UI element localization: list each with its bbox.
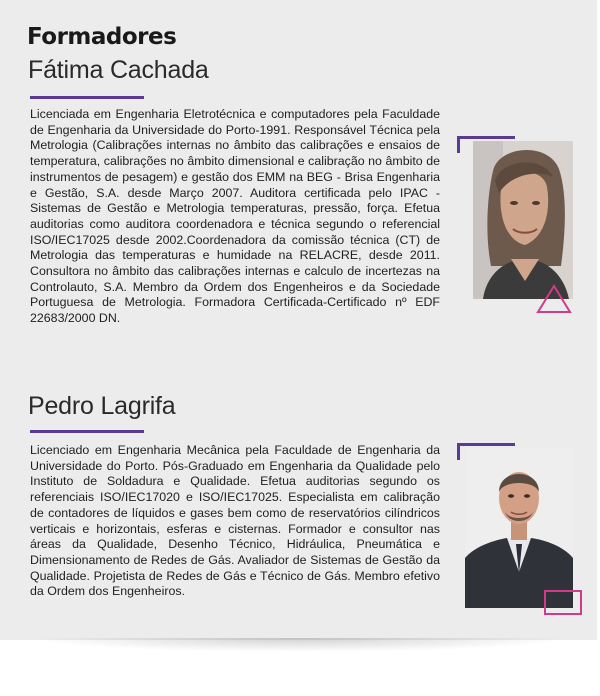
trainer-photo-fatima	[473, 141, 573, 299]
section-divider	[30, 430, 144, 433]
trainer-bio-pedro: Licenciado em Engenharia Mecânica pela Faculdade de Engenharia da Universidade do Porto. Pós-Graduado em Engenharia da Qualidade pelo Instituto de Soldadura e Qualidade. Efetua auditorias segundo os referenciais ISO/IEC17020 e ISO/IEC17025. Especialista em calibração de contadores de líquidos e gases bem como de reservatórios cilíndricos verticais e horizontais, esferas e cisternas. Formador e consultor nas áreas da Qualidade, Desenho Técnico, Hidráulica, Pneumática e Dimensionamento de Redes de Gás. Avaliador de Sistemas de Gestão da Qualidade. Projetista de Redes de Gás e Técnico de Gás. Membro efetivo da Ordem dos Engenheiros.	[30, 443, 440, 599]
triangle-outline-icon	[536, 284, 572, 314]
trainer-name-fatima: Fátima Cachada	[28, 56, 209, 84]
page-title: Formadores	[27, 24, 177, 50]
trainer-bio-fatima: Licenciada em Engenharia Eletrotécnica e computadores pela Faculdade de Engenharia da Universidade do Porto-1991. Responsável Técnica pela Metrologia (Calibrações internas no âmbito das calibrações e ensaios de temperatura, calibrações no âmbito dimensional e calibração no âmbito de instrumentos de pesagem) e gestão dos EMM na BEG - Brisa Engenharia e Gestão, S.A. desde Março 2007. Auditora certificada pelo IPAC - Sistemas de Gestão e Metrologia temperaturas, pressão, força. Efetua auditorias como auditora coordenadora e técnica segundo o referencial ISO/IEC17025 desde 2002.Coordenadora da comissão técnica (CT) de Metrologia das temperaturas e humidade na RELACRE, desde 2011. Consultora no âmbito das calibrações internas e calculo de incertezas na Controlauto, S.A. Membro da Ordem dos Engenheiros e da Sociedade Portuguesa de Metrologia. Formadora Certificada-Certificado nº EDF 22683/2000 DN.	[30, 107, 440, 326]
square-outline-icon	[544, 590, 582, 615]
trainer-name-pedro: Pedro Lagrifa	[28, 392, 176, 420]
section-divider	[30, 96, 144, 99]
trainer-photo-pedro	[465, 448, 573, 608]
portrait-man-image	[465, 448, 573, 608]
portrait-woman-image	[473, 141, 573, 299]
panel-shadow	[30, 638, 570, 652]
